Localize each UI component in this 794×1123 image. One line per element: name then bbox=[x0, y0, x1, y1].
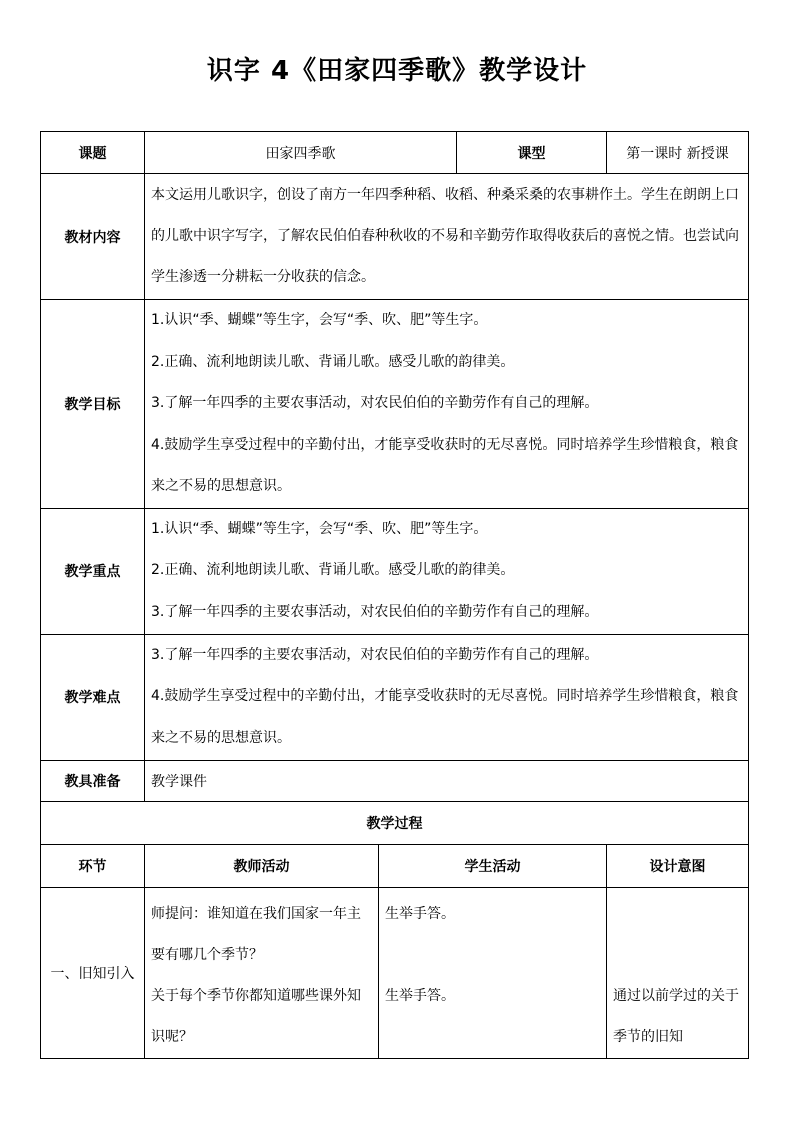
process-title: 教学过程 bbox=[41, 801, 749, 844]
student-activity-cell bbox=[379, 887, 607, 1058]
goals-label: 教学目标 bbox=[41, 300, 145, 509]
teacher-activity-item: 关于每个季节你都知道哪些课外知识呢？ bbox=[151, 987, 361, 1045]
type-value: 第一课时 新授课 bbox=[607, 132, 749, 174]
header-design-intent: 设计意图 bbox=[607, 844, 749, 887]
tools-row bbox=[41, 760, 749, 801]
key-points-label: 教学重点 bbox=[41, 508, 145, 634]
difficulties-list bbox=[145, 634, 749, 760]
key-point-item: 3.了解一年四季的主要农事活动，对农民伯伯的辛勤劳作有自己的理解。 bbox=[151, 603, 599, 620]
document-title: 识字 4《田家四季歌》教学设计 bbox=[206, 56, 588, 86]
goal-item: 1.认识“季、蝴蝶”等生字，会写“季、吹、肥”等生字。 bbox=[151, 312, 488, 328]
key-point-item: 2.正确、流利地朗读儿歌、背诵儿歌。感受儿歌的韵律美。 bbox=[151, 562, 515, 579]
topic-value: 田家四季歌 bbox=[145, 132, 457, 174]
content-label: 教材内容 bbox=[41, 174, 145, 300]
process-header-row bbox=[41, 844, 749, 887]
type-label: 课型 bbox=[457, 132, 607, 174]
lesson-plan-table bbox=[40, 131, 749, 1059]
stage-cell: 一、旧知引入 bbox=[41, 887, 145, 1058]
process-row bbox=[41, 887, 749, 1058]
key-points-row bbox=[41, 508, 749, 634]
student-activity-item: 生举手答。 bbox=[385, 987, 455, 1004]
difficulties-label: 教学难点 bbox=[41, 634, 145, 760]
difficulty-item: 3.了解一年四季的主要农事活动，对农民伯伯的辛勤劳作有自己的理解。 bbox=[151, 646, 599, 663]
student-activity-spacer bbox=[385, 935, 600, 976]
goals-row bbox=[41, 300, 749, 509]
header-student-activity: 学生活动 bbox=[379, 844, 607, 887]
content-row bbox=[41, 174, 749, 300]
tools-label: 教具准备 bbox=[41, 760, 145, 801]
key-points-list bbox=[145, 508, 749, 634]
goal-item: 3.了解一年四季的主要农事活动，对农民伯伯的辛勤劳作有自己的理解。 bbox=[151, 395, 599, 411]
key-point-item: 1.认识“季、蝴蝶”等生字，会写“季、吹、肥”等生字。 bbox=[151, 520, 488, 537]
header-teacher-activity: 教师活动 bbox=[145, 844, 379, 887]
content-text: 本文运用儿歌识字，创设了南方一年四季种稻、收稻、种桑采桑的农事耕作土。学生在朗朗上口的儿歌中识字写字，了解农民伯伯春种秋收的不易和辛勤劳作取得收获后的喜悦之情。也尝试向学生渗透一分耕耘一分收获的信念。 bbox=[145, 174, 749, 300]
goals-list bbox=[145, 300, 749, 509]
student-activity-item: 生举手答。 bbox=[385, 905, 455, 922]
goal-item: 2.正确、流利地朗读儿歌、背诵儿歌。感受儿歌的韵律美。 bbox=[151, 353, 515, 370]
process-title-row bbox=[41, 801, 749, 844]
teacher-activity-item: 师提问：谁知道在我们国家一年主要有哪几个季节？ bbox=[151, 905, 361, 963]
tools-value: 教学课件 bbox=[145, 760, 749, 801]
difficulties-row bbox=[41, 634, 749, 760]
goal-item: 4.鼓励学生享受过程中的辛勤付出，才能享受收获时的无尽喜悦。同时培养学生珍惜粮食，粮食来之不易的思想意识。 bbox=[151, 436, 739, 494]
difficulty-item: 4.鼓励学生享受过程中的辛勤付出，才能享受收获时的无尽喜悦。同时培养学生珍惜粮食，粮食来之不易的思想意识。 bbox=[151, 688, 739, 746]
teacher-activity-cell bbox=[145, 887, 379, 1058]
topic-label: 课题 bbox=[41, 132, 145, 174]
topic-row bbox=[41, 132, 749, 174]
design-intent-cell: 通过以前学过的关于季节的旧知 bbox=[607, 887, 749, 1058]
header-stage: 环节 bbox=[41, 844, 145, 887]
